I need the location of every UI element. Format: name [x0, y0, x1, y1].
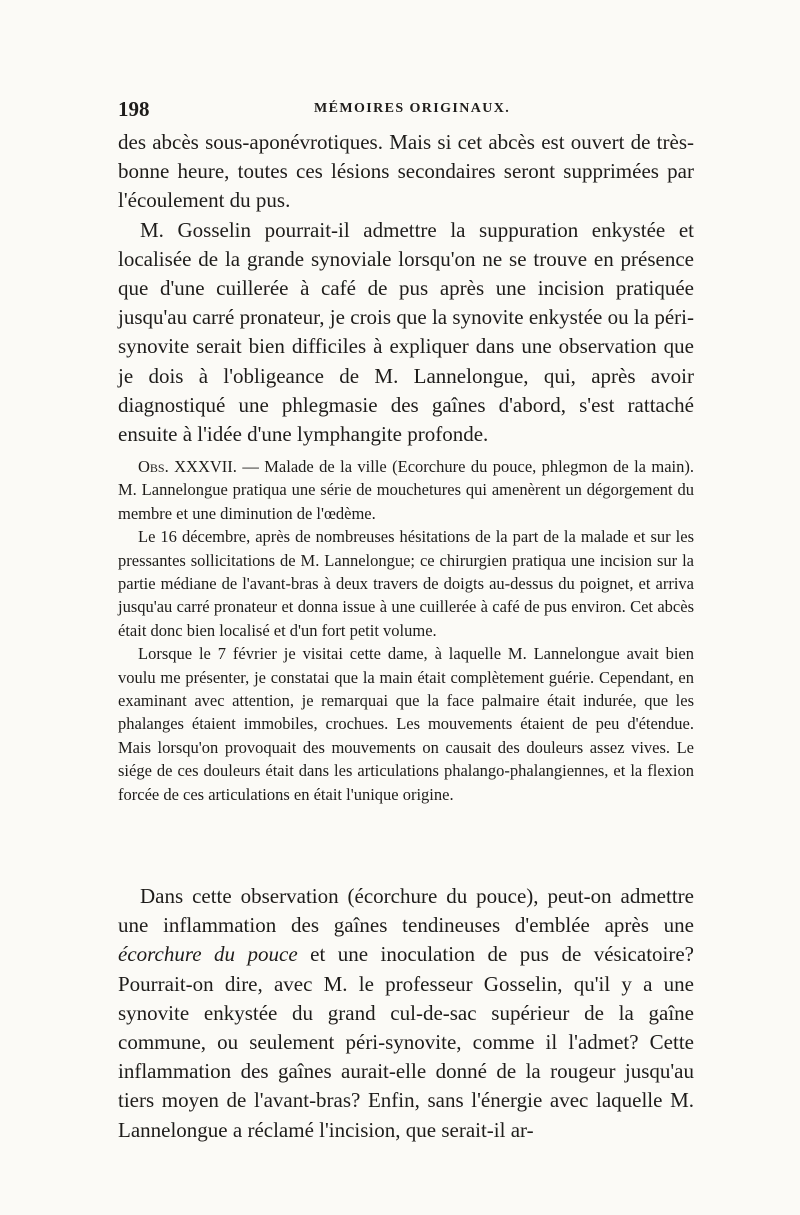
- observation-intro: [118, 455, 694, 525]
- paragraph-gosselin: M. Gosselin pourrait-il admettre la suppuration enkystée et localisée de la grande synoviale lorsqu'on ne se trouve en présence que d'une cuillerée à café de pus après une incision pratiquée jusqu'au carré pronateur, je crois que la synovite enkystée ou la péri-synovite serait bien difficiles à expliquer dans une observation que je dois à l'obligeance de M. Lannelongue, qui, après avoir diagnostiqué une phlegmasie des gaînes d'abord, s'est rattaché ensuite à l'idée d'une lymphangite profonde.: [118, 217, 694, 447]
- discussion-text-b: et une inoculation de pus de vésicatoire? Pourrait-on dire, avec M. le professeur Gosselin, qu'il y a une synovite enkystée du grand cul-de-sac supérieur de la gaîne commune, ou seulement péri-synovite, comme il l'admet? Cette inflammation des gaînes aurait-elle donné de la rougeur jusqu'au tiers moyen de l'avant-bras? Enfin, sans l'énergie avec laquelle M. Lannelongue a réclamé l'incision, que serait-il ar-: [118, 942, 695, 1142]
- paragraph-continuation: des abcès sous-aponévrotiques. Mais si cet abcès est ouvert de très-bonne heure, toutes ces lésions secondaires seront supprimées par l'écoulement du pus.: [118, 130, 694, 213]
- page-number: 198: [118, 97, 150, 121]
- page-header: [118, 97, 690, 125]
- observation-intro-text: — Malade de la ville (Ecorchure du pouce, phlegmon de la main). M. Lannelongue pratiqua une série de mouchetures qui amenèrent un dégorgement du membre et une diminution de l'œdème.: [118, 457, 694, 523]
- discussion-italic: écorchure du pouce: [118, 942, 298, 967]
- running-head: MÉMOIRES ORIGINAUX.: [314, 101, 511, 116]
- main-text-block-2: [118, 882, 694, 1145]
- observation-xxxvii: [118, 455, 694, 806]
- observation-label: Obs. XXXVII.: [138, 457, 237, 476]
- observation-paragraph-february: Lorsque le 7 février je visitai cette dame, à laquelle M. Lannelongue avait bien voulu me présenter, je constatai que la main était complètement guérie. Cependant, en examinant avec attention, je remarquai que la face palmaire était indurée, que les phalanges étaient immobiles, crochues. Les mouvements étaient de peu d'étendue. Mais lorsqu'on provoquait des mouvements on causait des douleurs assez vives. Le siége de ces douleurs était dans les articulations phalango-phalangiennes, et la flexion forcée de ces articulations en était l'unique origine.: [118, 644, 694, 804]
- discussion-text-a: Dans cette observation (écorchure du pouce), peut-on admettre une inflammation des gaînes tendineuses d'emblée après une: [118, 884, 694, 938]
- observation-paragraph-december: Le 16 décembre, après de nombreuses hésitations de la part de la malade et sur les pressantes sollicitations de M. Lannelongue; ce chirurgien pratiqua une incision sur la partie médiane de l'avant-bras à deux travers de doigts au-dessus du poignet, et arriva jusqu'au carré pronateur et donna issue à une cuillerée à café de pus environ. Cet abcès était donc bien localisé et d'un fort petit volume.: [118, 527, 694, 640]
- paragraph-discussion: [118, 882, 694, 1145]
- main-text-block-1: [118, 128, 694, 449]
